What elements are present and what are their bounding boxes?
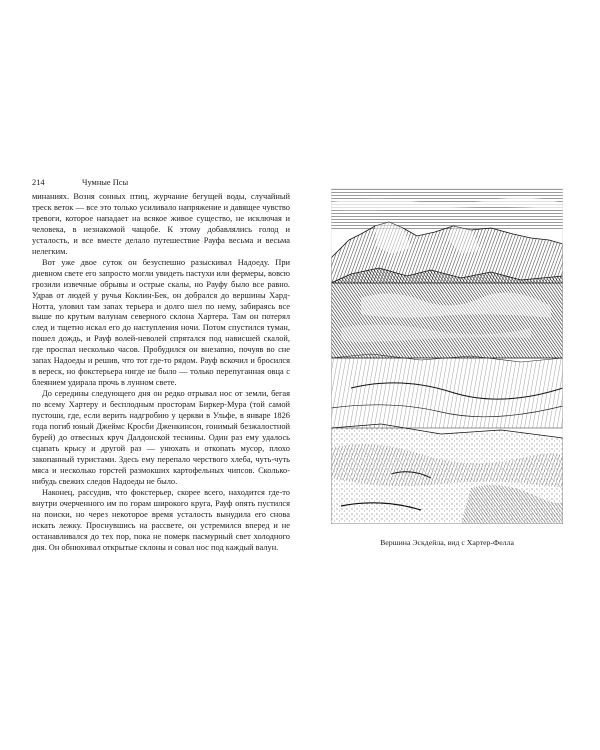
landscape-illustration [331, 188, 563, 524]
left-page [32, 178, 290, 553]
running-head [32, 178, 290, 190]
running-title: Чумные Псы [82, 178, 129, 187]
illustration-caption: Вершина Эскдейла, вид с Хартер-Фелла [380, 538, 514, 547]
right-page [331, 188, 563, 548]
body-text [32, 192, 290, 553]
page-number: 214 [32, 178, 45, 187]
paragraph: Вот уже двое суток он безуспешно разыскивал Надоеду. При дневном свете его запросто могли увидеть пастухи или фермеры, вовсю грозили извечные обрывы и острые скалы, но Рауфу было все равно. Удрав от людей у ручья Коклин-Бек, он добрался до вершины Хард-Нотта, уловил там запах терьера и долго шел по нему, забираясь все выше по крутым валунам северного склона Хартера. Там он потерял след и тщетно искал его до наступления ночи. Потом спустился туман, пошел дождь, и Рауф волей-неволей спрятался под нависшей скалой, где проспал несколько часов. Пробудился он внезапно, почуяв во сне запах Надоеды и решив, что тот где-то рядом. Рауф вскочил и бросился в вереск, но фокстерьера нигде не было — только перепуганная овца с блеянием удирала прочь в лунном свете. [32, 257, 290, 388]
paragraph: Наконец, рассудив, что фокстерьер, скорее всего, находится где-то внутри очерченного им по горам широкого круга, Рауф опять пустился на поиски, но через некоторое время усталость вынудила его снова искать лежку. Проснувшись на рассвете, он устремился вперед и не останавливался до тех пор, пока не померк пасмурный свет холодного дня. Он обнюхивал открытые склоны и совал нос под каждый валун. [32, 487, 290, 552]
paragraph: минаниях. Возня сонных птиц, журчание бегущей воды, случайный треск веток — все это только усиливало напряжение и давящее чувство тревоги, которое нападает на всякое живое существо, не исключая и человека, в незнакомой чащобе. К этому добавлялись голод и усталость, и все вместе делало путешествие Рауфа весьма и весьма нелегким. [32, 192, 290, 256]
paragraph: До середины следующего дня он редко отрывал нос от земли, бегая по всему Хартеру и бесплодным просторам Биркер-Мура (той самой пустоши, где, если верить надгробию у церкви в Ульфе, в январе 1826 года погиб юный Джеймс Кросби Дженкинсон, гонимый безжалостной бурей) до отвесных круч Далдонской теснины. Один раз ему удалось сцапать крысу и другой раз — унюхать и откопать мусор, плохо закопанный туристами. Здесь ему перепало черствого хлеба, чуть-чуть мяса и несколько горстей размокших картофельных чипсов. Сколько-нибудь свежих следов Надоеды не было. [32, 389, 290, 486]
